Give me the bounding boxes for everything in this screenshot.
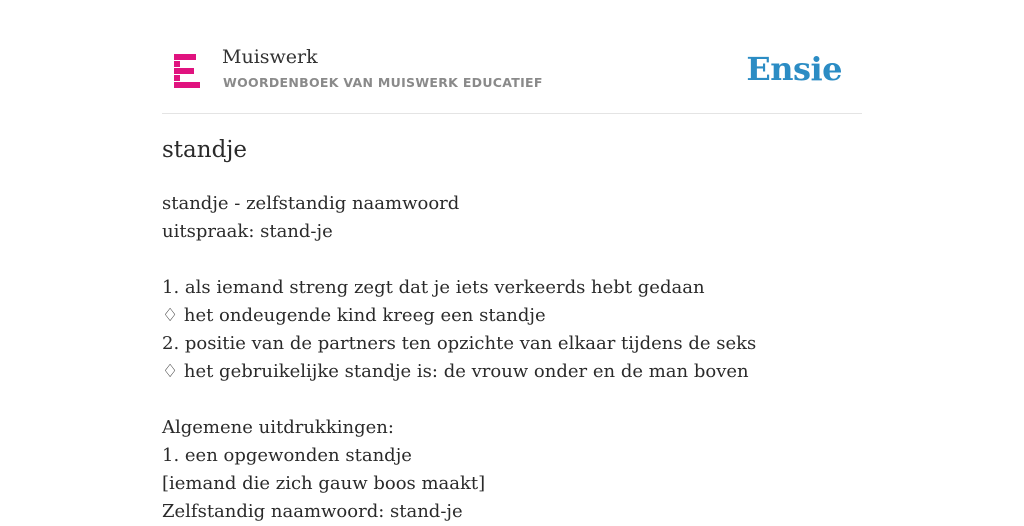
entry-pos-line: standje - zelfstandig naamwoord xyxy=(162,193,460,214)
spacer xyxy=(162,386,756,414)
page-title: standje xyxy=(162,137,248,163)
dictionary-page xyxy=(162,0,862,522)
ensie-logo[interactable]: Ensie xyxy=(746,50,842,88)
entry-pronunciation: uitspraak: stand-je xyxy=(162,221,333,242)
site-name[interactable]: Muiswerk xyxy=(222,46,318,68)
muiswerk-logo-icon[interactable] xyxy=(174,54,200,88)
site-header xyxy=(162,0,862,114)
site-subtitle: WOORDENBOEK VAN MUISWERK EDUCATIEF xyxy=(223,75,543,90)
spacer xyxy=(162,246,756,274)
entry-pos-repeat: Zelfstandig naamwoord: stand-je xyxy=(162,501,463,522)
definition-1: 1. als iemand streng zegt dat je iets verkeerds hebt gedaan xyxy=(162,277,705,298)
entry-body xyxy=(162,190,756,526)
example-2: ♢ het gebruikelijke standje is: de vrouw onder en de man boven xyxy=(162,361,749,382)
expression-1: 1. een opgewonden standje xyxy=(162,445,412,466)
expressions-heading: Algemene uitdrukkingen: xyxy=(162,417,394,438)
definition-2: 2. positie van de partners ten opzichte van elkaar tijdens de seks xyxy=(162,333,757,354)
expression-1-meaning: [iemand die zich gauw boos maakt] xyxy=(162,473,486,494)
example-1: ♢ het ondeugende kind kreeg een standje xyxy=(162,305,546,326)
